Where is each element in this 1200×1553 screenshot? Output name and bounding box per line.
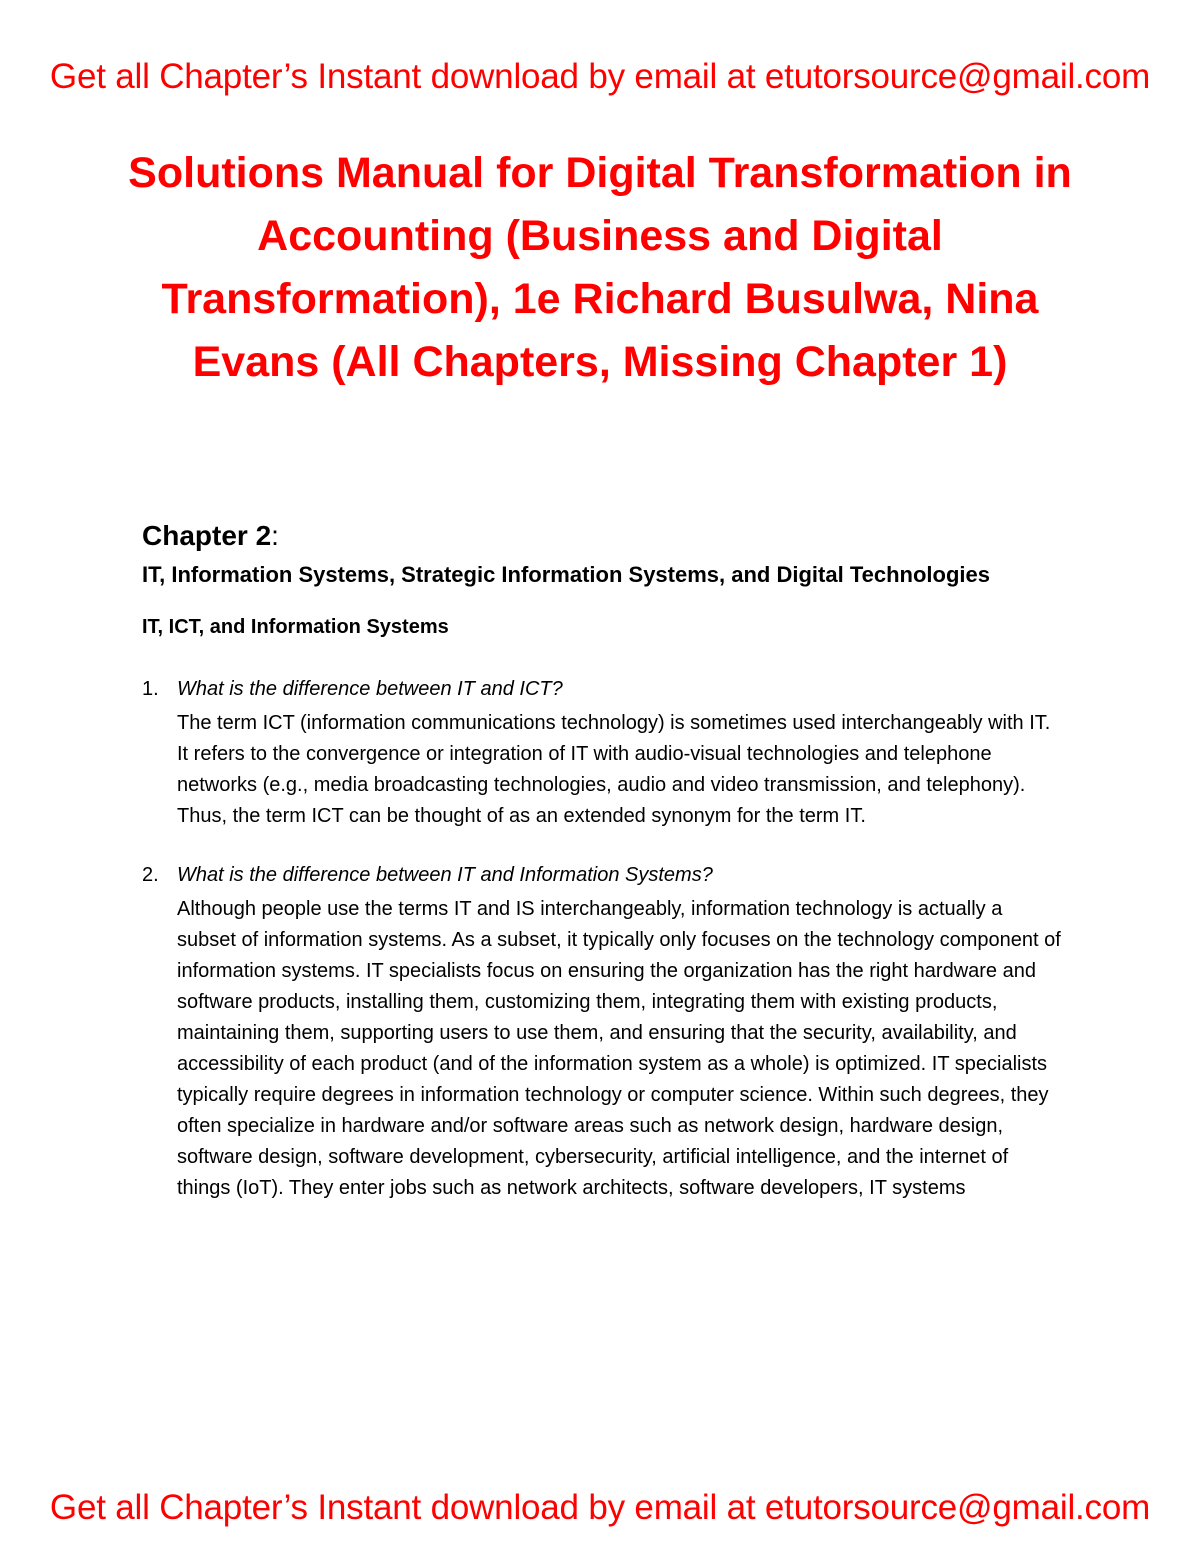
chapter-heading [142, 516, 1062, 556]
chapter-subtitle: IT, Information Systems, Strategic Information Systems, and Digital Technologies [142, 562, 990, 587]
question-item [142, 860, 1062, 1204]
question-text: What is the difference between IT and Information Systems? [177, 864, 713, 886]
question-number: 1. [142, 678, 159, 700]
chapter-heading-colon: : [271, 520, 279, 551]
question-item [142, 674, 1062, 832]
question-number: 2. [142, 864, 159, 886]
bottom-download-banner: Get all Chapter’s Instant download by email at etutorsource@gmail.com [49, 1488, 1151, 1527]
top-download-banner: Get all Chapter’s Instant download by email at etutorsource@gmail.com [49, 57, 1151, 96]
answer-text: Although people use the terms IT and IS interchangeably, information technology is actually a subset of information systems. As a subset, it typically only focuses on the technology component of information systems. IT specialists focus on ensuring the organization has the right hardware and software products, installing them, customizing them, integrating them with existing products, maintaining them, supporting users to use them, and ensuring that the security, availability, and accessibility of each product (and of the information system as a whole) is optimized. IT specialists typically require degrees in information technology or computer science. Within such degrees, they often specialize in hardware and/or software areas such as network design, hardware design, software design, software development, cybersecurity, artificial intelligence, and the internet of things (IoT). They enter jobs such as network architects, software developers, IT systems [177, 898, 1061, 1199]
chapter-section [142, 516, 1062, 1232]
question-list [142, 674, 1062, 1204]
chapter-heading-label: Chapter 2 [142, 520, 272, 551]
answer-text: The term ICT (information communications technology) is sometimes used interchangeably with IT. It refers to the convergence or integration of IT with audio-visual technologies and telephone networks (e.g., media broadcasting technologies, audio and video transmission, and telephony). Thus, the term ICT can be thought of as an extended synonym for the term IT. [177, 712, 1051, 827]
section-heading: IT, ICT, and Information Systems [142, 616, 449, 638]
question-text: What is the difference between IT and ICT? [177, 678, 563, 700]
document-title: Solutions Manual for Digital Transformation in Accounting (Business and Digital Transformation), 1e Richard Busulwa, Nina Evans (All Chapters, Missing Chapter 1) [128, 149, 1072, 386]
